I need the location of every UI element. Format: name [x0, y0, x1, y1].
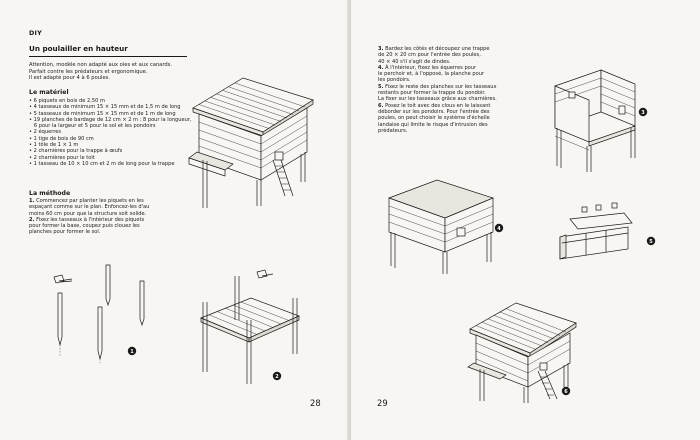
step-2-illustration	[195, 262, 305, 387]
method-step-6	[378, 103, 528, 134]
step-number: 1.	[29, 198, 35, 204]
step-line: À l'intérieur, fixez les équerres pour	[383, 64, 477, 71]
list-item: • 2 charnières pour la trappe à œufs	[29, 148, 123, 155]
step-line: de 20 × 20 cm pour l'entrée des poules,	[378, 52, 481, 59]
figure-number: 1	[130, 348, 134, 355]
list-item: • 6 piquets en bois de 2,50 m	[29, 98, 105, 104]
figure-number: 5	[649, 238, 653, 245]
method-step-5	[378, 84, 528, 103]
step-4-illustration	[381, 176, 511, 276]
step-line: moins 60 cm pour que la structure soit solide.	[29, 210, 147, 217]
step-line: poules, on peut choisir le système d'échelle	[378, 115, 490, 122]
step-3-illustration	[549, 62, 659, 174]
step-number: 2.	[29, 216, 35, 223]
method-steps	[29, 198, 204, 236]
step-number: 3.	[378, 46, 384, 52]
list-item: • 19 planches de bardage de 12 cm × 2 m : 8 pour la longueur,	[29, 116, 192, 123]
intro-line: Parfait contre les prédateurs et ergonomique.	[29, 68, 148, 75]
method-step-3	[378, 46, 528, 65]
method-heading: La méthode	[29, 190, 71, 197]
step-line: planches pour former le sol.	[29, 229, 101, 236]
step-number: 4.	[378, 64, 384, 71]
step-line: Posez le toit avec des clous en le laissant	[383, 102, 491, 109]
step-line: espaçant comme sur le plan. Enfoncez-les d'au	[29, 204, 150, 211]
list-item: 6 pour la largeur et 5 pour le sol et les pondoirs	[29, 123, 156, 130]
step-number: 6.	[378, 102, 384, 109]
step-line: déborder sur les pondoirs. Pour l'entrée des	[378, 108, 490, 115]
instruction-steps	[378, 46, 528, 134]
step-line: landaise qui limite le risque d'intrusion des	[378, 121, 488, 128]
figure-badge-3	[639, 108, 647, 116]
figure-badge-4	[495, 224, 503, 232]
step-line: Bardez les côtés et découpez une trappe	[383, 46, 490, 52]
left-page	[0, 0, 349, 440]
intro-line: Attention, modèle non adapté aux oies et aux canards.	[29, 62, 173, 68]
figure-badge-6	[562, 387, 570, 395]
list-item: • 2 charnières pour le toit	[29, 154, 95, 161]
step-line: les pondoirs.	[378, 77, 411, 84]
step-line: le perchoir et, à l'opposé, la planche pour	[378, 71, 485, 78]
materials-heading: Le matériel	[29, 89, 69, 96]
figure-badge-1	[128, 347, 136, 355]
figure-number: 6	[564, 388, 568, 395]
page-number: 28	[310, 398, 321, 408]
title-rule	[29, 56, 187, 57]
list-item: • 4 tasseaux de minimum 15 × 15 mm et de 1,5 m de long	[29, 104, 181, 111]
step-line: pour former la base, coupez puis clouez les	[29, 223, 140, 230]
page-number: 29	[377, 398, 388, 408]
intro-line: Il est adapté pour 4 à 6 poules.	[29, 75, 111, 82]
step-line: Fixez le reste des planches sur les tasseaux	[383, 83, 497, 90]
figure-badge-5	[647, 237, 655, 245]
step-line: La fixer sur les tasseaux grâce aux charnières.	[378, 96, 497, 103]
step-line: 40 × 40 s'il s'agit de dindes.	[378, 58, 451, 65]
figure-number: 2	[275, 373, 279, 380]
method-step-4	[378, 65, 528, 84]
step-5-illustration	[556, 205, 666, 275]
right-page	[351, 0, 700, 440]
finished-coop-illustration	[185, 60, 320, 210]
list-item: • 1 tasseau de 10 × 10 cm et 2 m de long pour la trappe	[29, 160, 175, 167]
figure-number: 3	[641, 109, 645, 116]
step-6-illustration	[466, 295, 581, 405]
step-line: Fixez les tasseaux à l'intérieur des piquets	[34, 216, 145, 223]
step-line: restants pour former la trappe du pondoir.	[378, 90, 486, 97]
step-line: prédateurs.	[378, 127, 408, 134]
page-title: Un poulailler en hauteur	[29, 44, 128, 53]
figure-number: 4	[497, 225, 501, 232]
intro-text	[29, 62, 199, 82]
section-label: DIY	[29, 29, 42, 37]
method-step-2	[29, 217, 204, 236]
step-line: Commencez par planter les piquets en les	[34, 198, 144, 204]
figure-badge-2	[273, 372, 281, 380]
step-1-illustration	[48, 255, 143, 365]
list-item: • 2 équerres	[29, 129, 61, 136]
list-item: • 5 tasseaux de minimum 15 × 15 mm et de 1 m de long	[29, 110, 176, 117]
step-number: 5.	[378, 83, 384, 90]
method-step-1	[29, 198, 204, 217]
list-item: • 1 tige de bois de 90 cm	[29, 135, 94, 142]
list-item: • 1 tôle de 1 × 1 m	[29, 142, 79, 149]
